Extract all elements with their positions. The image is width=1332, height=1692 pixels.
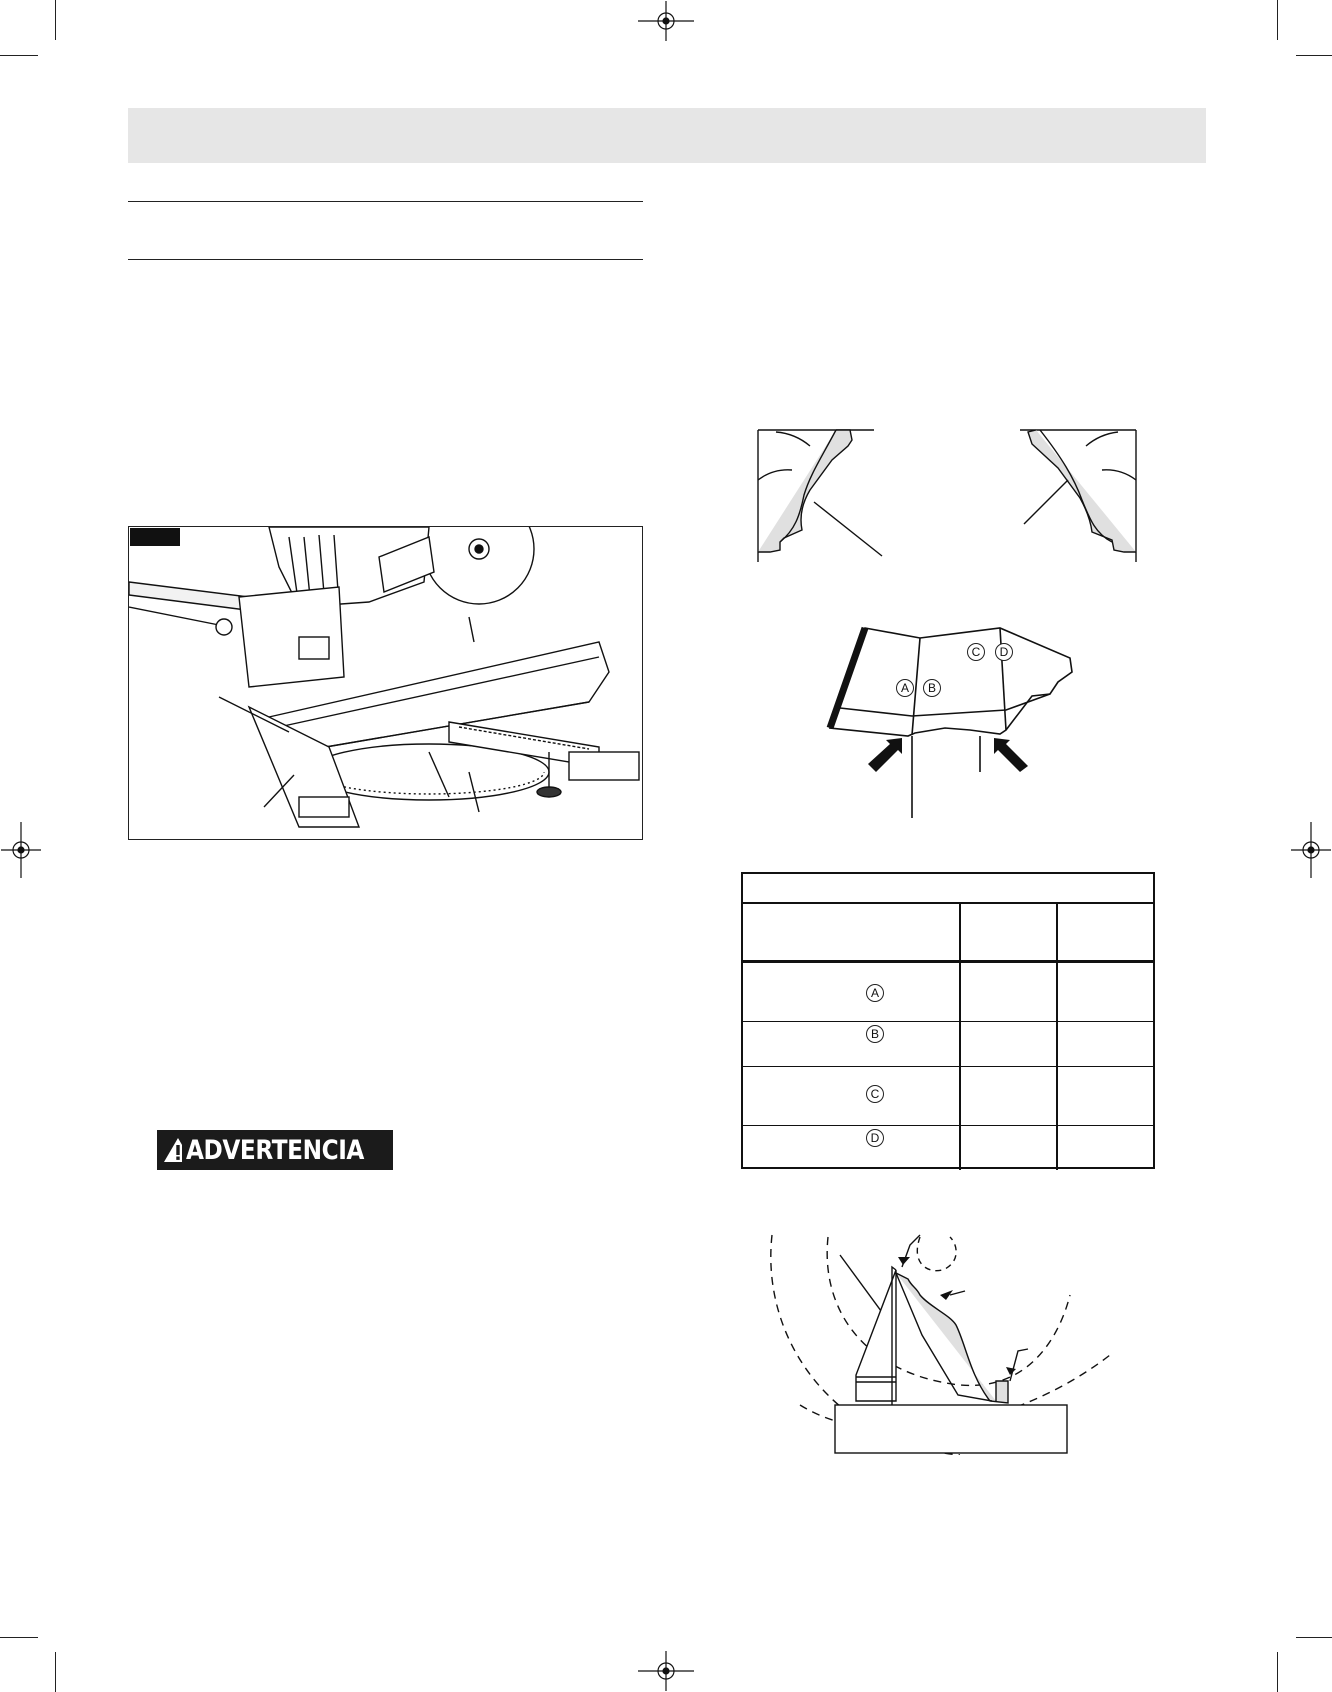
table-marker-c: C <box>866 1085 884 1103</box>
miter-saw-icon <box>129 527 643 840</box>
warning-triangle-icon <box>163 1136 182 1164</box>
corner-label-a: A <box>896 679 914 697</box>
section-rule-bottom <box>128 259 643 260</box>
figure-number-tag <box>130 528 180 546</box>
corner-label-b: B <box>923 679 941 697</box>
section-rule-top <box>128 201 643 202</box>
warning-label: ADVERTENCIA <box>186 1134 365 1166</box>
table-marker-d: D <box>866 1129 884 1147</box>
miter-saw-figure <box>128 526 643 840</box>
header-band <box>128 108 1206 163</box>
corner-label-c: C <box>967 643 985 661</box>
crown-molding-profile-icon <box>740 420 1140 570</box>
table-marker-b: B <box>866 1025 884 1043</box>
bevel-miter-table <box>741 872 1155 1169</box>
crown-molding-corner-icon <box>820 620 1080 820</box>
crown-molding-on-table-icon <box>760 1225 1120 1455</box>
corner-label-d: D <box>995 643 1013 661</box>
warning-badge <box>157 1130 393 1170</box>
table-marker-a: A <box>866 984 884 1002</box>
